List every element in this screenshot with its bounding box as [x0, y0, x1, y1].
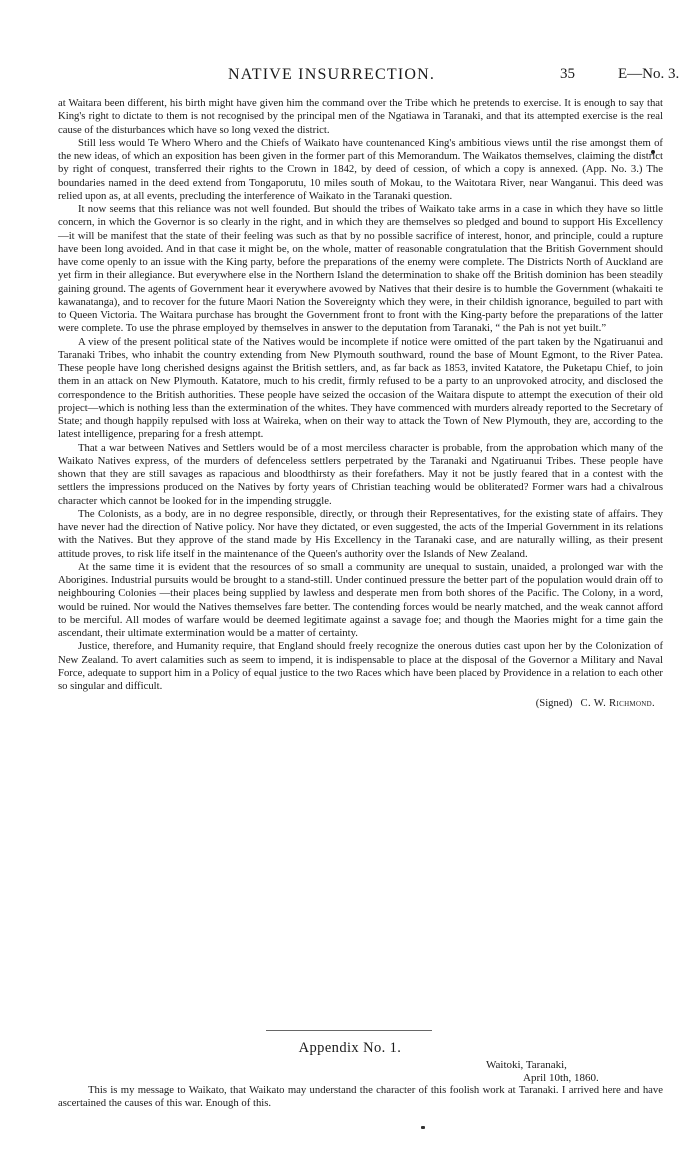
document-reference: E—No. 3. — [618, 66, 680, 82]
appendix-letter-body — [58, 1084, 663, 1111]
appendix-heading: Appendix No. 1. — [298, 1040, 402, 1056]
appendix-paragraph: This is my message to Waikato, that Waikato may understand the character of this foolish work at Taranaki. I arrived here and have ascertained the causes of this war. Enough of this. — [58, 1084, 663, 1110]
paragraph-waikato-views: Still less would Te Whero Whero and the Chiefs of Waikato have countenanced King's ambitious views until the rise amongst them of the new ideas, of which an exposition has been given in the former part of this Memorandum. The Waikatos themselves, claiming the district by right of conquest, transferred their rights to the Crown in 1842, by deed of cession, of which a copy is annexed. (App. No. 3.) The boundaries named in the deed extend from Tongaporutu, 10 miles south of Mokau, to the Waitotara River, near Wanganui. This deed was relied upon as, at all events, precluding the interference of Waikato in the Taranaki question. — [58, 136, 663, 202]
paragraph-continuation: at Waitara been different, his birth might have given him the command over the Tribe which he pretends to exercise. It is enough to say that King's right to dictate to them is not recognised by the principal men of the Ngatiawa in Taranaki, and that its attempted exercise is the real cause of the disturbances which have so long vexed the district. — [58, 97, 663, 136]
paragraph-resources: At the same time it is evident that the resources of so small a community are unequal to sustain, unaided, a prolonged war with the Aborigines. Industrial pursuits would be brought to a stand-still. Under continued pressure the better part of the population would drain off to neighbouring Colonies —their places being supplied by lawless and desperate men from both shores of the Pacific. The Colony, in a word, would be ruined. Nor would the Natives themselves fare better. The contending forces would be nearly matched, and the weak cannot afford to be merciful. All modes of warfare would be deemed legitimate against a savage foe; and though the Maories might for a time gain the ascendant, their ultimate extermination would be a matter of certainty. — [58, 560, 663, 639]
section-divider — [266, 1030, 432, 1031]
signatory-name: C. W. Richmond. — [580, 697, 655, 710]
paragraph-justice: Justice, therefore, and Humanity require, that England should freely recognize the onerous duties cast upon her by the Colonization of New Zealand. To avert calamities such as seem to impend, it is indispensable to place at the disposal of the Governor a Military and Naval Force, adequate to support him in a Policy of equal justice to the two Races which have been placed by Providence in a relation to each other so singular and difficult. — [58, 640, 663, 692]
paragraph-ngatiruanui: A view of the present political state of the Natives would be incomplete if notice were omitted of the part taken by the Ngatiruanui and Taranaki Tribes, who inhabit the country extending from New Plymouth southward, round the base of Mount Egmont, to the River Patea. These people have long cherished designs against the British settlers, and, as far back as 1853, invited Katatore, the Puketapu Chief, to join them in an attack on New Plymouth. Katatore, much to his credit, firmly refused to be a party to an unprovoked atrocity, and disclosed the correspondence to the British authorities. These people have seized the occasion of the Waitara dispute to attempt the execution of their old project—which is nothing less than the extermination of the whites. They have commenced with murders already reported to the Secretary of State; and though happily repulsed with loss at Waireka, when on their way to attack the Town of New Plymouth, they are, according to the latest intelligence, preparing for a fresh attempt. — [58, 335, 663, 441]
memorandum-body — [58, 97, 663, 710]
signature-prefix: (Signed) — [535, 697, 573, 710]
signature-block — [58, 696, 663, 710]
bottom-ink-mark — [421, 1126, 425, 1129]
letter-date: April 10th, 1860. — [523, 1072, 599, 1084]
paragraph-colonists: The Colonists, as a body, are in no degree responsible, directly, or through their Representatives, for the existing state of affairs. They have never had the direction of Native policy. Nor have they dictated, or even suggested, the acts of the Imperial Government in its relations with the Natives. But they approve of the stand made by His Excellency in the Taranaki case, and are naturally willing, as their present attitude proves, to risk life itself in the maintenance of the Queen's authority over the Islands of New Zealand. — [58, 507, 663, 560]
paragraph-reliance: It now seems that this reliance was not well founded. But should the tribes of Waikato take arms in a case in which they have so little concern, in which the Governor is so clearly in the right, and in which they are themselves so pledged and bound to support His Excellency—it will be manifest that the state of their feeling was such as that by no possible sacrifice of interest, honor, and principle, could a rupture have been long avoided. And in that case it might be, on the whole, matter of reasonable congratulation that the British Government should have come openly to an issue with the King party, before the preparations of the enemy were complete. The Districts North of Auckland are yet firm in their allegiance. But everywhere else in the Northern Island the determination to shake off the British dominion has been steadily gaining ground. The agents of Government hear it everywhere avowed by Natives that their desire is to humble the Government (whakaiti te kawanatanga), and to recover for the future Maori Nation the Sovereignty which they were, in their childish ignorance, beguiled to part with to Queen Victoria. The Waitara purchase has brought the Government front to front with the King-party before the preparations of the latter were complete. To use the phrase employed by themselves in answer to the deputation from Taranaki, “ the Pah is not yet built.” — [58, 203, 663, 335]
page-header — [0, 66, 700, 90]
paragraph-war-character: That a war between Natives and Settlers would be of a most merciless character is probable, from the approbation which many of the Waikato Natives express, of the murders of defenceless settlers perpetrated by the Taranaki and Ngatiruanui Tribes. These people have shown that they are still savages as rapacious and bloodthirsty as their forefathers. May it not be justly feared that in a contest with the settlers the impressions produced on the Natives by forty years of Christian teaching would be obliterated? Former wars had a chivalrous character which cannot be looked for in the impending struggle. — [58, 441, 663, 507]
running-title: NATIVE INSURRECTION. — [228, 66, 436, 83]
letter-place: Waitoki, Taranaki, — [486, 1059, 567, 1071]
page-number: 35 — [560, 66, 575, 82]
